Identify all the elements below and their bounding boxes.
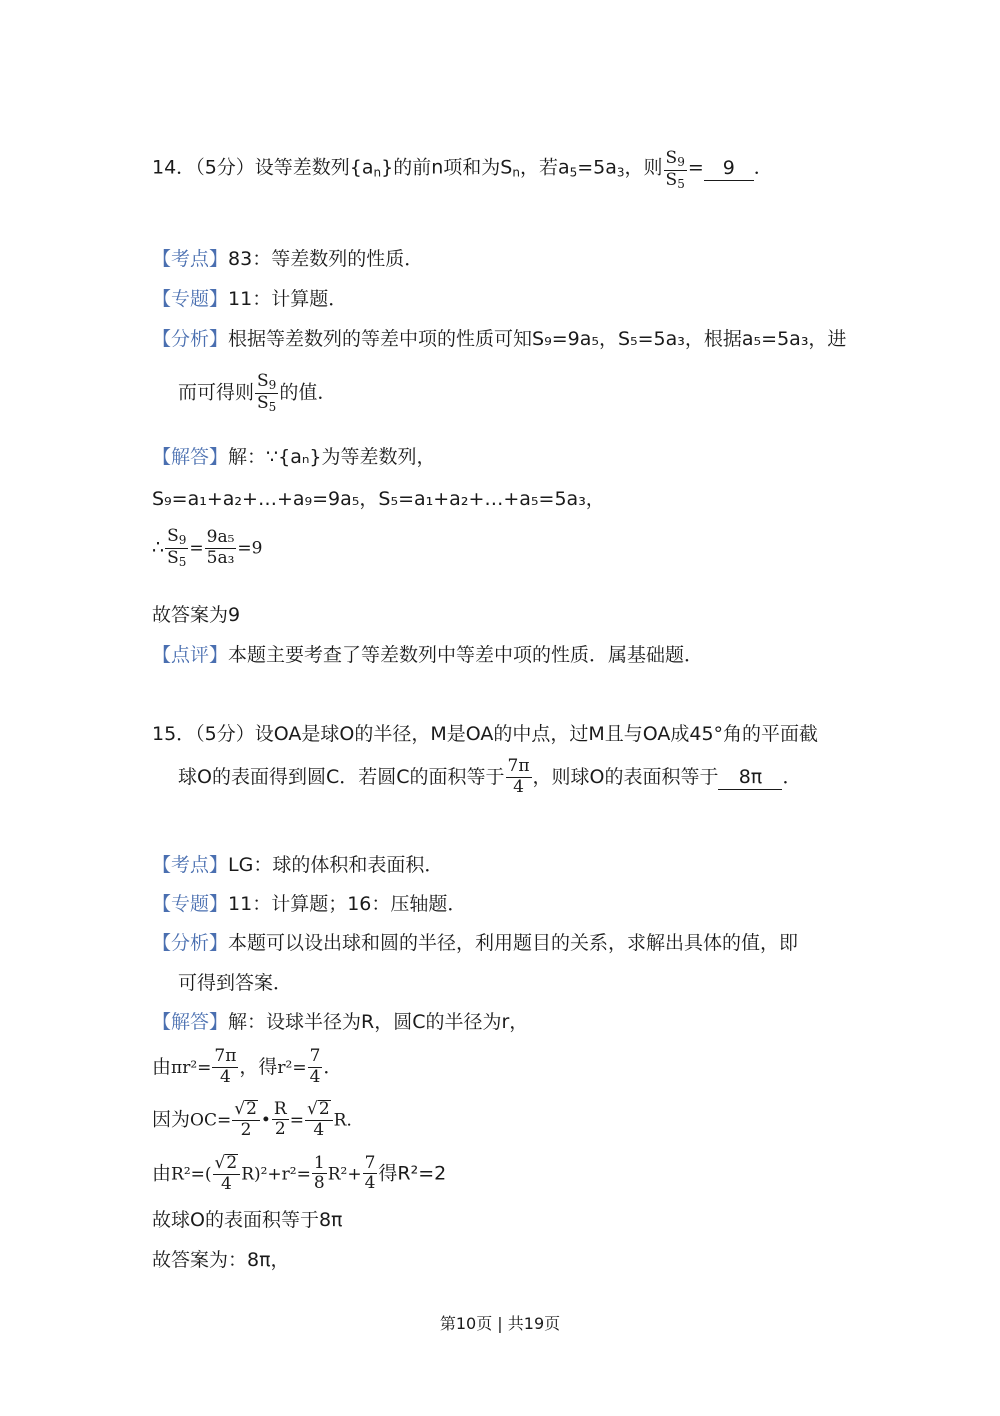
frac-den: 4 (309, 1066, 321, 1087)
q14-eq: = (687, 156, 704, 179)
q15-stem-1 (152, 725, 818, 744)
frac-den-sub: 5 (268, 399, 277, 414)
eq-sign: = (189, 538, 204, 559)
q14-jieda-3 (152, 528, 262, 568)
frac-den: 4 (513, 776, 524, 797)
therefore-symbol: ∴ (152, 536, 165, 559)
q14-sub: 5 (569, 165, 578, 180)
tag-dianping: 【点评】 (152, 644, 229, 666)
eq-text: ． (323, 1055, 343, 1078)
fenxi-fraction (255, 373, 278, 413)
eq-math: OC= (190, 1110, 232, 1131)
tag-zhuanti: 【专题】 (152, 893, 229, 915)
frac-num-sub: 9 (178, 533, 187, 547)
frac-num: S (257, 371, 269, 391)
q14-text: 设等差数列{a (254, 156, 374, 179)
q14-answer-blank (704, 156, 754, 181)
jieda-text: 故答案为：8π， (152, 1249, 290, 1271)
eq1-fraction-2 (308, 1048, 323, 1087)
frac-den: 2 (274, 1119, 286, 1140)
q14-zhuanti (152, 290, 347, 309)
q15-zhuanti (152, 895, 466, 914)
q14-jieda (152, 448, 436, 467)
frac-num: S (167, 526, 179, 546)
frac-num-sub: 9 (677, 155, 685, 169)
sqrt-radicand: 2 (246, 1099, 257, 1119)
jieda-fraction-1 (165, 528, 188, 568)
eq-text: 因为 (152, 1108, 191, 1131)
eq-math: R)²+r²= (241, 1164, 311, 1185)
eq-text: 得R²=2 (378, 1162, 447, 1185)
frac-num: 7π (507, 756, 530, 776)
q15-text: 15．（5分）设OA是球O的半径，M是OA的中点，过M且与OA成45°角的平面截 (152, 723, 819, 745)
tag-jieda: 【解答】 (152, 1011, 229, 1033)
eq3-fraction-2 (312, 1152, 327, 1194)
fenxi-text: 根据等差数列的等差中项的性质可知S₉=9a₅，S₅=5a₃，根据a₅=5a₃，进 (228, 328, 847, 350)
kaodian-text: LG：球的体积和表面积． (228, 854, 444, 876)
frac-num: 1 (313, 1152, 325, 1173)
eq-math: R²+ (327, 1164, 362, 1185)
q15-kaodian (152, 856, 443, 875)
q15-answer-blank (718, 765, 782, 790)
q14-fenxi-2 (178, 373, 336, 413)
q14-jieda-2 (152, 490, 605, 509)
q14-text: }的前n项和为S (381, 156, 513, 179)
fenxi-text: 而可得则 (178, 381, 255, 404)
frac-num-sub: 9 (268, 378, 277, 392)
dianping-text: 本题主要考查了等差数列中等差中项的性质．属基础题． (228, 644, 704, 666)
q15-fenxi (152, 934, 798, 953)
zhuanti-text: 11：计算题；16：压轴题． (228, 893, 467, 915)
jieda-text: 解：∵{aₙ}为等差数列， (228, 446, 436, 468)
kaodian-text: 83：等差数列的性质． (228, 248, 424, 270)
frac-den: S (167, 547, 179, 568)
q14-fenxi (152, 330, 846, 349)
q15-text: 球O的表面得到圆C．若圆C的面积等于 (178, 765, 505, 788)
fenxi-text: 可得到答案． (178, 972, 293, 994)
eq2-fraction-1: $\frac{√2}{2}$ (232, 1100, 260, 1140)
tag-zhuanti: 【专题】 (152, 288, 229, 310)
eq-math: R． (333, 1110, 364, 1131)
frac-den: 4 (220, 1173, 232, 1194)
q15-eq2 (152, 1100, 363, 1140)
eq-text: ，得 (239, 1055, 278, 1078)
q14-text: =5a (577, 156, 617, 179)
q14-jieda-4 (152, 606, 240, 625)
q14-sub: n (512, 165, 520, 180)
frac-num: R (273, 1098, 287, 1119)
tag-fenxi: 【分析】 (152, 932, 229, 954)
fenxi-text: 本题可以设出球和圆的半径，利用题目的关系，求解出具体的值，即 (228, 932, 799, 954)
eq3-fraction-3 (363, 1152, 378, 1194)
frac-den: 5a₃ (206, 547, 235, 568)
q14-score: （5分） (195, 156, 255, 179)
zhuanti-text: 11：计算题． (228, 288, 348, 310)
q15-fenxi-2 (178, 974, 292, 993)
eq-text: 由 (152, 1055, 172, 1078)
q15-answer: 8π (738, 765, 763, 788)
frac-num: 7 (364, 1152, 376, 1173)
eq-sign: = (289, 1110, 304, 1131)
q14-sub: 3 (616, 165, 625, 180)
frac-den: 2 (240, 1119, 252, 1140)
eq3-fraction-1: $\frac{√2}{4}$ (213, 1154, 241, 1194)
q14-kaodian (152, 250, 423, 269)
jieda-text: 解：设球半径为R，圆C的半径为r， (228, 1011, 529, 1033)
jieda-text: 故答案为9 (152, 604, 241, 626)
q15-fraction (506, 758, 532, 797)
frac-num: 7 (309, 1046, 321, 1066)
tag-jieda: 【解答】 (152, 446, 229, 468)
q14-text: ，则 (624, 156, 663, 179)
tag-kaodian: 【考点】 (152, 248, 229, 270)
q15-stem-2 (178, 758, 801, 797)
q15-jieda-5 (152, 1211, 342, 1230)
q15-text: ，则球O的表面积等于 (532, 765, 719, 788)
q14-sub: n (373, 165, 382, 180)
q14-end: ． (753, 156, 773, 179)
frac-den-sub: 5 (677, 176, 685, 191)
jieda-text: 故球O的表面积等于8π (152, 1209, 343, 1231)
q15-eq1 (152, 1048, 342, 1087)
page-footer: 第10页 | 共19页 (439, 1314, 561, 1333)
jieda-fraction-2 (205, 526, 237, 568)
q14-answer: 9 (722, 156, 735, 179)
q15-eq3 (152, 1154, 446, 1194)
sqrt-radicand: 2 (318, 1099, 330, 1119)
q14-fraction (664, 150, 687, 190)
jieda-result: =9 (237, 538, 263, 559)
tag-kaodian: 【考点】 (152, 854, 229, 876)
jieda-text: S₉=a₁+a₂+…+a₉=9a₅，S₅=a₁+a₂+…+a₅=5a₃， (152, 488, 605, 510)
frac-num: S (665, 148, 678, 168)
frac-den: 4 (219, 1066, 231, 1087)
frac-den: 4 (313, 1119, 325, 1140)
tag-fenxi: 【分析】 (152, 328, 229, 350)
eq-math: R²=( (171, 1164, 212, 1185)
frac-num: 7π (214, 1046, 237, 1066)
sqrt-radicand: 2 (226, 1153, 238, 1173)
frac-den: 8 (313, 1173, 325, 1194)
q14-number: 14． (152, 156, 196, 179)
fenxi-text: 的值． (279, 381, 337, 404)
eq-math: πr²= (171, 1057, 212, 1078)
frac-den: S (257, 392, 269, 413)
q14-text: ，若a (519, 156, 570, 179)
eq-text: 由 (152, 1162, 172, 1185)
q15-jieda (152, 1013, 528, 1032)
frac-den: S (665, 169, 678, 190)
frac-den: 4 (364, 1173, 376, 1194)
eq1-fraction-1 (212, 1048, 238, 1087)
dot-operator: • (260, 1110, 271, 1131)
q14-stem (152, 148, 773, 191)
q15-end: ． (782, 765, 802, 788)
eq2-fraction-3: $\frac{√2}{4}$ (305, 1100, 333, 1140)
q14-dianping (152, 646, 703, 665)
frac-num: 9a₅ (206, 526, 235, 547)
frac-den-sub: 5 (178, 554, 187, 569)
eq-math: r²= (277, 1057, 307, 1078)
eq2-fraction-2 (272, 1098, 289, 1140)
q15-jieda-6 (152, 1251, 290, 1270)
